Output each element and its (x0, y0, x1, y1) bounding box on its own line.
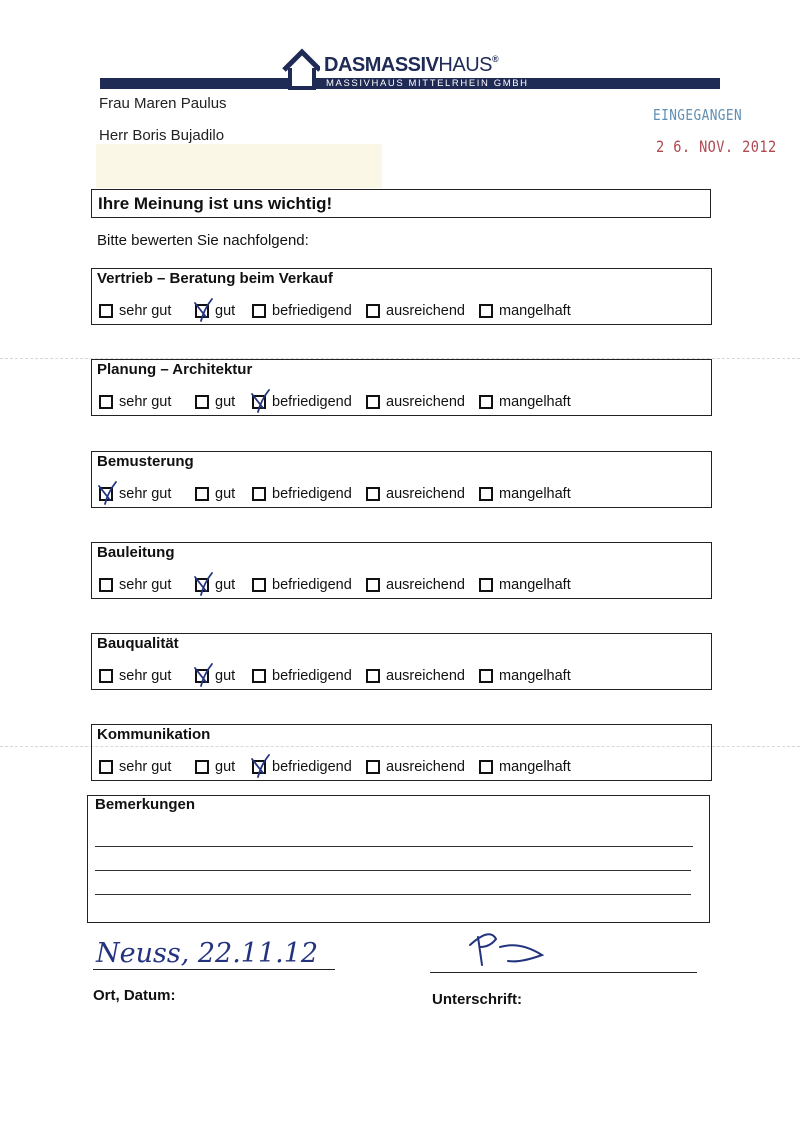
logo-registered-mark: ® (492, 54, 499, 64)
remarks-line-2[interactable] (95, 870, 691, 871)
checkbox[interactable] (99, 395, 113, 409)
checkbox[interactable] (99, 760, 113, 774)
rating-option-label: ausreichend (386, 577, 465, 593)
handwritten-check-icon (192, 297, 216, 323)
rating-section-title: Vertrieb – Beratung beim Verkauf (97, 270, 333, 287)
checkbox[interactable] (252, 487, 266, 501)
rating-option-label: befriedigend (272, 577, 352, 593)
checkbox[interactable] (195, 395, 209, 409)
rating-option[interactable] (479, 486, 571, 502)
rating-option-label: sehr gut (119, 759, 172, 775)
rating-option[interactable] (366, 394, 465, 410)
checkbox[interactable] (252, 669, 266, 683)
checkbox[interactable] (195, 669, 209, 683)
checkbox[interactable] (479, 304, 493, 318)
signature-line (430, 972, 697, 973)
rating-section-title: Bemusterung (97, 453, 194, 470)
recipient-1: Frau Maren Paulus (99, 95, 227, 112)
rating-section-title: Bauqualität (97, 635, 179, 652)
rating-section (91, 542, 712, 599)
rating-option[interactable] (479, 759, 571, 775)
checkbox[interactable] (366, 669, 380, 683)
checkbox[interactable] (99, 304, 113, 318)
place-date-line (93, 969, 335, 970)
rating-option-label: ausreichend (386, 759, 465, 775)
rating-section (91, 451, 712, 508)
place-date-handwritten[interactable]: Neuss, 22.11.12 (96, 938, 319, 969)
checkbox[interactable] (479, 578, 493, 592)
remarks-line-3[interactable] (95, 894, 691, 895)
rating-option-label: mangelhaft (499, 668, 571, 684)
checkbox[interactable] (479, 395, 493, 409)
handwritten-check-icon (249, 753, 273, 779)
checkbox[interactable] (99, 669, 113, 683)
rating-option[interactable] (479, 668, 571, 684)
rating-option-label: befriedigend (272, 303, 352, 319)
rating-option-label: gut (215, 486, 236, 502)
checkbox[interactable] (252, 760, 266, 774)
rating-option-label: befriedigend (272, 668, 352, 684)
rating-section (91, 633, 712, 690)
received-stamp-label: EINGEGANGEN (653, 106, 743, 124)
rating-option[interactable] (195, 668, 235, 684)
logo-subline: MASSIVHAUS MITTELRHEIN GMBH (326, 78, 529, 89)
rating-option[interactable] (479, 394, 571, 410)
rating-option[interactable] (366, 486, 465, 502)
rating-option-label: ausreichend (386, 668, 465, 684)
rating-option-label: mangelhaft (499, 486, 571, 502)
checkbox[interactable] (99, 578, 113, 592)
signature-image (460, 925, 560, 975)
rating-section-title: Kommunikation (97, 726, 211, 743)
rating-option-label: mangelhaft (499, 759, 571, 775)
rating-section (91, 268, 712, 325)
checkbox[interactable] (366, 578, 380, 592)
checkbox[interactable] (195, 760, 209, 774)
rating-option[interactable] (479, 577, 571, 593)
company-logo (280, 46, 530, 92)
place-date-label: Ort, Datum: (93, 987, 176, 1004)
rating-option[interactable] (479, 303, 571, 319)
logo-text-right: HAUS (438, 54, 492, 76)
rating-option-label: ausreichend (386, 486, 465, 502)
checkbox[interactable] (366, 395, 380, 409)
rating-option[interactable] (252, 759, 352, 775)
rating-option[interactable] (366, 577, 465, 593)
redacted-address (96, 144, 382, 188)
remarks-line-1[interactable] (95, 846, 693, 847)
rating-option-label: mangelhaft (499, 577, 571, 593)
rating-option[interactable] (195, 486, 235, 502)
rating-option[interactable] (195, 759, 235, 775)
house-icon (280, 46, 324, 92)
rating-option-label: sehr gut (119, 486, 172, 502)
rating-option[interactable] (252, 486, 352, 502)
rating-option[interactable] (366, 303, 465, 319)
handwritten-check-icon (249, 388, 273, 414)
rating-option-label: sehr gut (119, 303, 172, 319)
checkbox[interactable] (195, 578, 209, 592)
checkbox[interactable] (195, 304, 209, 318)
rating-option-label: sehr gut (119, 577, 172, 593)
handwritten-check-icon (192, 571, 216, 597)
remarks-label: Bemerkungen (95, 796, 196, 813)
rating-option[interactable] (252, 668, 352, 684)
remarks-box (87, 795, 710, 923)
checkbox[interactable] (252, 578, 266, 592)
rating-option-label: gut (215, 394, 236, 410)
form-title-box (91, 189, 711, 218)
checkbox[interactable] (366, 487, 380, 501)
rating-option[interactable] (99, 577, 171, 593)
rating-option[interactable] (99, 303, 171, 319)
logo-text-bold: MASSIV (364, 54, 439, 76)
rating-option-label: mangelhaft (499, 394, 571, 410)
rating-option-label: gut (215, 668, 236, 684)
rating-option[interactable] (195, 577, 235, 593)
rating-section-title: Bauleitung (97, 544, 175, 561)
logo-wordmark (320, 54, 502, 77)
rating-option-label: befriedigend (272, 486, 352, 502)
checkbox[interactable] (366, 304, 380, 318)
form-title: Ihre Meinung ist uns wichtig! (98, 194, 333, 213)
checkbox[interactable] (252, 304, 266, 318)
checkbox[interactable] (195, 487, 209, 501)
checkbox[interactable] (366, 760, 380, 774)
rating-section-title: Planung – Architektur (97, 361, 253, 378)
rating-option-label: mangelhaft (499, 303, 571, 319)
logo-text-left: DAS (324, 54, 365, 76)
checkbox[interactable] (252, 395, 266, 409)
received-stamp-date: 2 6. NOV. 2012 (656, 137, 777, 156)
rating-option[interactable] (366, 759, 465, 775)
rating-option-label: gut (215, 303, 236, 319)
checkbox[interactable] (99, 487, 113, 501)
rating-option-label: sehr gut (119, 394, 172, 410)
rating-option[interactable] (99, 668, 171, 684)
rating-option[interactable] (99, 394, 171, 410)
checkbox[interactable] (479, 760, 493, 774)
rating-option-label: ausreichend (386, 303, 465, 319)
rating-option[interactable] (99, 486, 171, 502)
rating-option-label: befriedigend (272, 759, 352, 775)
handwritten-check-icon (192, 662, 216, 688)
form-intro: Bitte bewerten Sie nachfolgend: (97, 232, 309, 249)
rating-option[interactable] (195, 394, 235, 410)
rating-section (91, 724, 712, 781)
checkbox[interactable] (479, 669, 493, 683)
rating-option[interactable] (252, 577, 352, 593)
rating-section (91, 359, 712, 416)
rating-option[interactable] (252, 394, 352, 410)
recipient-2: Herr Boris Bujadilo (99, 127, 225, 144)
rating-option-label: befriedigend (272, 394, 352, 410)
rating-option-label: ausreichend (386, 394, 465, 410)
rating-option-label: sehr gut (119, 668, 172, 684)
rating-option[interactable] (195, 303, 235, 319)
rating-option[interactable] (366, 668, 465, 684)
rating-option[interactable] (252, 303, 352, 319)
signature-label: Unterschrift: (432, 991, 523, 1008)
handwritten-check-icon (96, 480, 120, 506)
rating-option-label: gut (215, 577, 236, 593)
checkbox[interactable] (479, 487, 493, 501)
rating-option-label: gut (215, 759, 236, 775)
rating-option[interactable] (99, 759, 171, 775)
